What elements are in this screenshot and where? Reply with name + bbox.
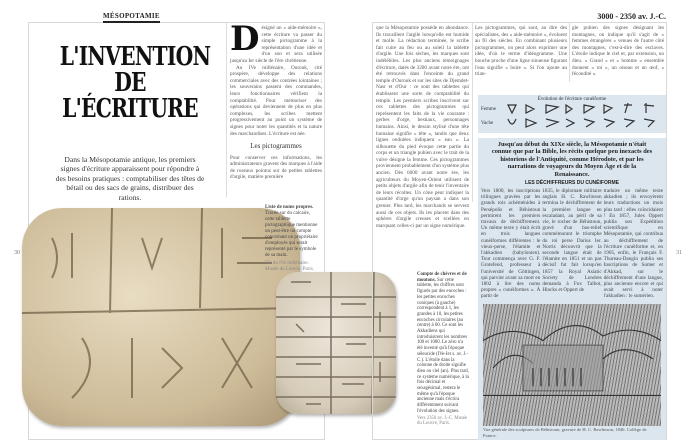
page-title [59,42,211,124]
behistun-engraving-image [483,304,661,427]
limestone-tablet-image [22,208,300,426]
running-header: 3000 - 2350 av. J.-C. [597,12,666,21]
engraving-detail [483,304,661,427]
sidebar-column-1: Vers 1800, les inscriptions trilingues gravées par les grands rois achéménides à Persépolis et Béhistoun permirent les premiers travaux de déchiffrement. Un même texte y était écrit en trois langues cunéiformes différentes : le vieux-perse, l'élamite et l'akkadien (babylonien). Tout commença avec G. F. Grotefend, professeur à l'université de Göttingen, qui parvint avant sa mort en 1802 à lire des noms propres « cunéiformes ». À partir de [481,188,541,300]
intro-column [230,19,322,181]
caption-title: Liste de noms propres. [265,205,314,210]
page-number-right: 31 [676,250,682,256]
pictograms [22,208,300,426]
chart-title: Évolution de l'écriture cunéiforme [537,97,607,102]
row-label-vache: Vache [481,121,494,126]
caption-limestone-tablet [265,205,320,273]
engraving-caption: Vue générale des sculptures de Béhistoun, gravure de H. C. Rawlinson, 1846. Collège de France. [483,427,647,438]
sidebar-intro: Jusqu'au début du XIXe siècle, la Mésopotamie n'était connue que par la Bible, les récits quelque peu inexacts des historiens de l'Antiquité, comme Hérodote, et par les narrations de voyageurs du Moyen Âge et de la Renaissance. [491,141,653,178]
sidebar-title: LES DÉCHIFFREURS DU CUNÉIFORME [525,180,619,187]
body-paragraph: Pour conserver ces informations, les administrateurs gravent des marques à l'aide de roseaux pointus sur de petites tablettes d'argile, matière première [230,154,322,181]
caption-title: Compte de chèvres et de moutons. [417,272,467,283]
sidebar-column-3: traduire un même texte akkadien ; ils envoyèrent leurs traductions un mois plus tard : elles coïncidaient ! En 1857, Jules Oppert publia son Expédition scientifique en Mésopotamie, qui contribua au déchiffrement de l'écriture cunéiforme et, en 1905, enfin, le Français F. Thureau-Dangin publia ses Inscriptions de Sumer et d'Akkad, sur le déchiffrement d'une langue, plus ancienne encore et qui avait servi à noter l'akkadien : le sumérien. [603,188,663,300]
body-column-3: gle pubien des signes désignant les montagnes, on indique qu'il s'agit de « femmes étrangères » venues de l'autre côté des montagnes, c'est-à-dire des esclaves. L'étoile indique le ciel et, par extension, un dieu. « Grand » et « homme » ensemble donnent « roi », un oiseau et un œuf, « fécondité ». [572,25,664,78]
body-column-2: Les pictogrammes, qui sont, au dire des spécialistes, des « aide-mémoire », évoluent au fil des siècles. En combinant plusieurs pictogrammes, on peut alors exprimer une idée, d'où le terme d'idéogramme. Une bouche proche d'une ligne sinueuse figurant l'eau signifie « boire ». Si l'on ajoute au trian- [475,25,567,78]
body-column-1: que la Mésopotamie possède en abondance. Ils travaillent l'argile lorsqu'elle est humide et molle. La rédaction terminée, le scribe fait cuire au feu ou au soleil la tablette d'argile. Une fois sèches, les marques sont indélébiles. Les plus anciens témoignages d'écriture, datés de 3200 avant notre ère, ont été retrouvés dans l'enceinte du grand temple d'Ourouk et sur les sites de Djemdet-Nasr et d'Our : ce sont des tablettes qui établissent une sorte de comptabilité du temple. Les premiers scribes inscrivent sur ces tablettes des pictogrammes qui représentent les faits de la vie courante : gerbes d'orge, bestiaux, personnages humains. Ainsi, le dessin stylisé d'une tête humaine signifie « tête », tandis que deux lignes ondulées indiquent « eau ». La silhouette du pied évoque cette partie du corps et un triangle pubien avec le trait de la vulve désigne la femme. Ces pictogrammes proviennent probablement d'un système plus ancien. Dès 6000 avant notre ère, les agriculteurs du Moyen-Orient utilisent de petits objets d'argile afin de tenir l'inventaire de leurs récoltes. Un cône peut indiquer la quantité d'orge qu'un paysan a dans son grenier. Plus tard, les marchands se servent aussi de ces objets. Ils les placent dans des sphères d'argile creuses et scellées en marquant celles-ci par un signe numérique. [376,25,469,229]
caption-source: Vers 2350 av. J.-C. Musée du Louvre, Paris. [417,415,468,427]
sidebar-column-2: 1835, le diplomate militaire anglais H. C. Rawlinson termina le déchiffrement de la première langue en escaladant, au péril de sa vie, le rocher de Béhistoun, gravé d'un bas-relief commémorant le triomphe du roi perse Darius Ier. Norris découvrit que la seconde langue était de l'élamite en 1851 et un pas décisif fut fait lorsqu'en 1857 la Royal Asiatic Society de Londres demanda à Fox Talbot, Hincks et Oppert de [542,188,602,294]
body-paragraph: Au IVe millénaire, Ourouk, cité prospère, développe des relations commerciales avec des contrées lointaines ; les souverains passent des commandes, leurs fonctionnaires vérifient la comptabilité. Pour mémoriser des opérations qui deviennent de plus en plus complexes, les scribes mettent progressivement au point un système de signes pour noter les quantités et la nature des marchandises. L'écriture est née. [230,64,322,137]
decipherers-sidebar [478,138,666,440]
caption-text: Tracée sur du calcaire, cette tablette pictographique mentionne un peut-être un compte concernant un propriétaire d'employés qui serait représenté par le symbole de sa main. [265,211,318,258]
intro-text: ésigné un « aide-mémoire », cette écriture va passer du simple pictogramme à la représentation d'une idée et d'un son et sera utilisée jusqu'au Ier siècle de l'ère chrétienne. [230,25,322,64]
page-number-left: 30 [14,250,20,256]
title-line: L'ÉCRITURE [62,94,198,124]
column-divider [226,22,227,197]
subheading: Les pictogrammes [250,142,302,151]
column-divider [472,22,473,202]
caption-source: Fin du IVe millénaire. Musée du Louvre, Paris. [265,261,315,272]
cuneiform-signs [478,95,666,133]
column-divider [569,22,570,82]
caption-text: Sur cette tablette, les chiffres sont figurés par des encoches : les petites encoches coniques (à gauche) correspondent à 1, les grandes à 10, les petites encoches circulaires (au centre) à 60. Ce sont les Akkadiens qui introduisirent les nombres 100 et 1000. Le zéro n'a été inventé qu'à l'époque séleucide (IVe-Ier s. av. J.-C.). L'étoile dans la colonne de droite signifie dieu ou ciel (an). Plus tard, ce système numérique, à la fois décimal et sexagésimal, restera le même qu'à l'époque ancienne mais s'écrira différemment suivant l'évolution des signes. [417,277,469,414]
row-label-femme: Femme [481,107,496,112]
lead-paragraph: Dans la Mésopotamie antique, les premiers signes d'écriture apparaissent pour répondre à des besoins pratiques : comptabiliser des têtes de bétail ou des sacs de grains, distribuer des rations. [55,155,205,202]
caption-clay-tablet [417,272,469,427]
cuneiform-evolution-chart [478,95,666,133]
title-line: L'INVENTION [59,42,211,72]
sidebar-columns [478,188,666,300]
title-line: DE [114,68,146,98]
dropcap: D [230,19,260,59]
section-rubric: MÉSOPOTAMIE [103,12,160,23]
